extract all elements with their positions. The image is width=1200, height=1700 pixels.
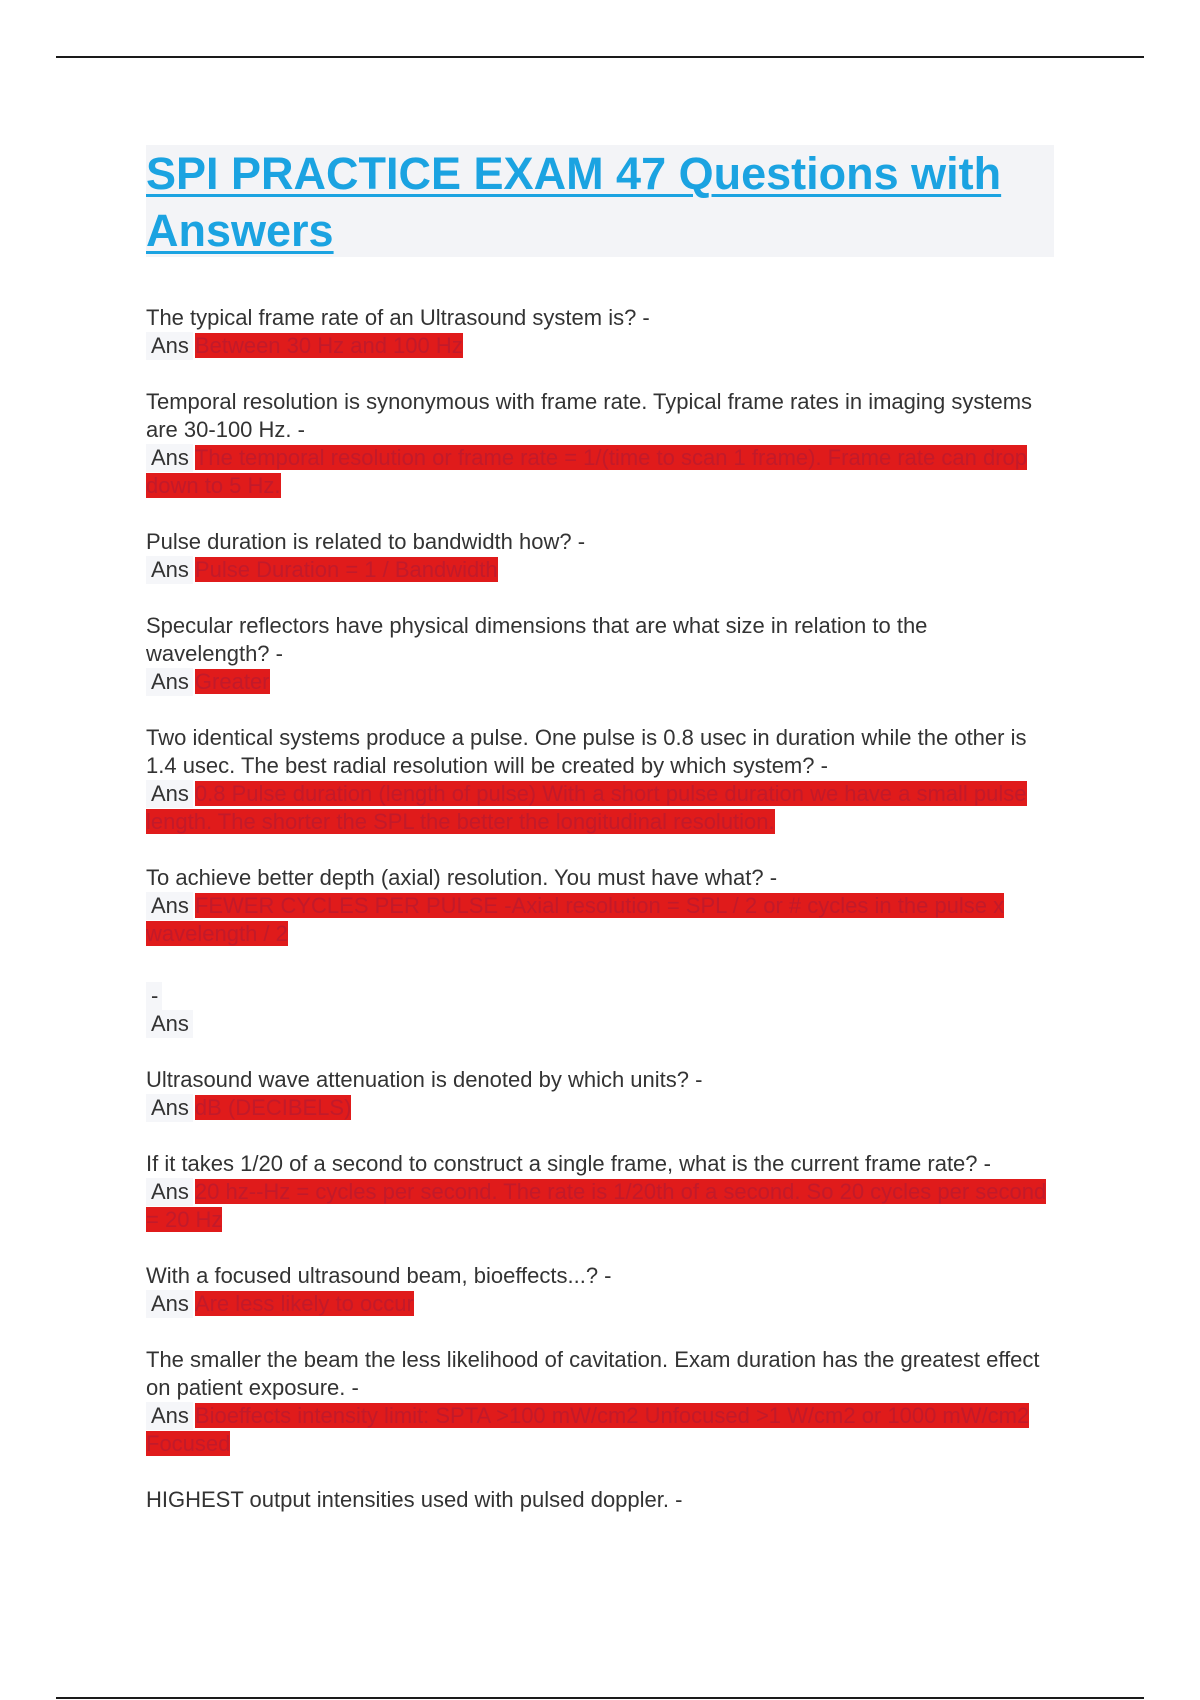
answer-8 <box>146 1094 1056 1122</box>
qa-item-12 <box>146 1486 1056 1514</box>
qa-item-5 <box>146 724 1056 836</box>
ans-label: Ans <box>146 556 193 584</box>
dash-label: - <box>146 982 162 1010</box>
question-9: If it takes 1/20 of a second to construct a single frame, what is the current frame rate? - <box>146 1151 991 1176</box>
answer-1 <box>146 332 1056 360</box>
qa-item-10 <box>146 1262 1056 1318</box>
answer-7 <box>146 1010 1056 1038</box>
question-10: With a focused ultrasound beam, bioeffects...? - <box>146 1263 612 1288</box>
question-5: Two identical systems produce a pulse. One pulse is 0.8 usec in duration while the other is 1.4 usec. The best radial resolution will be created by which system? - <box>146 725 1027 778</box>
answer-text-5: 0.8 Pulse duration (length of pulse) With a short pulse duration we have a small pulse length. The shorter the SPL the better the longitudinal resolution. <box>146 781 1027 834</box>
qa-item-8 <box>146 1066 1056 1122</box>
question-12: HIGHEST output intensities used with pulsed doppler. - <box>146 1487 683 1512</box>
answer-9 <box>146 1178 1056 1234</box>
answer-3 <box>146 556 1056 584</box>
answer-6 <box>146 892 1056 948</box>
answer-4 <box>146 668 1056 696</box>
qa-item-3 <box>146 528 1056 584</box>
ans-label: Ans <box>146 1402 193 1430</box>
qa-item-11 <box>146 1346 1056 1458</box>
answer-11 <box>146 1402 1056 1458</box>
answer-text-9: 20 hz--Hz = cycles per second. The rate is 1/20th of a second. So 20 cycles per second = 20 Hz <box>146 1179 1047 1232</box>
answer-text-8: dB (DECIBELS) <box>194 1095 352 1120</box>
ans-label: Ans <box>146 1290 193 1318</box>
answer-2 <box>146 444 1056 500</box>
answer-text-11: Bioeffects intensity limit: SPTA >100 mW/cm2 Unfocused >1 W/cm2 or 1000 mW/cm2 Focused <box>146 1403 1030 1456</box>
ans-label: Ans <box>146 1010 193 1038</box>
ans-label: Ans <box>146 1094 193 1122</box>
ans-label: Ans <box>146 332 193 360</box>
answer-text-1: Between 30 Hz and 100 Hz <box>194 333 463 358</box>
ans-label: Ans <box>146 892 193 920</box>
question-1: The typical frame rate of an Ultrasound system is? - <box>146 305 650 330</box>
bottom-rule <box>56 1697 1144 1699</box>
question-7 <box>146 982 1056 1010</box>
qa-item-2 <box>146 388 1056 500</box>
answer-text-10: Are less likely to occur <box>194 1291 414 1316</box>
ans-label: Ans <box>146 1178 193 1206</box>
question-11: The smaller the beam the less likelihood of cavitation. Exam duration has the greatest effect on patient exposure. - <box>146 1347 1040 1400</box>
question-4: Specular reflectors have physical dimensions that are what size in relation to the wavelength? - <box>146 613 928 666</box>
answer-text-2: The temporal resolution or frame rate = 1/(time to scan 1 frame). Frame rate can drop down to 5 Hz. <box>146 445 1027 498</box>
question-2: Temporal resolution is synonymous with frame rate. Typical frame rates in imaging systems are 30-100 Hz. - <box>146 389 1033 442</box>
ans-label: Ans <box>146 668 193 696</box>
ans-label: Ans <box>146 780 193 808</box>
answer-10 <box>146 1290 1056 1318</box>
question-8: Ultrasound wave attenuation is denoted by which units? - <box>146 1067 703 1092</box>
question-6: To achieve better depth (axial) resolution. You must have what? - <box>146 865 778 890</box>
qa-item-6 <box>146 864 1056 948</box>
answer-text-4: Greater <box>194 669 270 694</box>
qa-item-7 <box>146 982 1056 1038</box>
qa-item-9 <box>146 1150 1056 1234</box>
document-title[interactable]: SPI PRACTICE EXAM 47 Questions with Answers <box>146 148 1002 256</box>
answer-text-3: Pulse Duration = 1 / Bandwidth <box>194 557 498 582</box>
qa-item-1 <box>146 304 1056 360</box>
answer-text-6: FEWER CYCLES PER PULSE -Axial resolution = SPL / 2 or # cycles in the pulse x wavelength / 2 <box>146 893 1005 946</box>
ans-label: Ans <box>146 444 193 472</box>
top-rule <box>56 56 1144 58</box>
question-3: Pulse duration is related to bandwidth how? - <box>146 529 586 554</box>
qa-item-4 <box>146 612 1056 696</box>
answer-5 <box>146 780 1056 836</box>
qa-list <box>146 304 1056 1542</box>
